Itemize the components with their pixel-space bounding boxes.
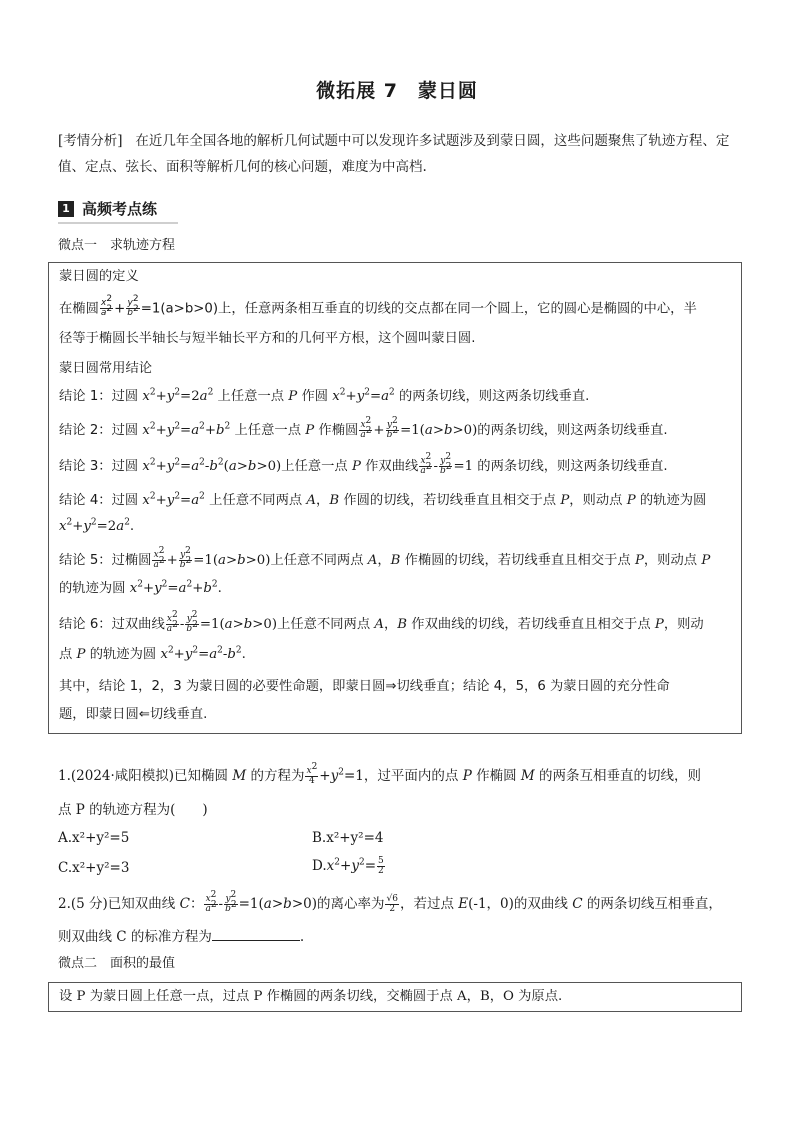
- page-title: 微拓展 7 蒙日圆: [316, 80, 478, 102]
- point2-title: 微点二 面积的最值: [58, 956, 176, 971]
- summary-line-1: 其中，结论 1，2，3 为蒙日圆的必要性命题，即蒙日圆⇒切线垂直；结论 4，5，6 为蒙日圆的充分性命: [59, 679, 670, 694]
- ellipse-fraction-y: $\frac{y^2}{b^2}$: [127, 294, 139, 318]
- common-conclusions-title: 蒙日圆常用结论: [59, 361, 153, 376]
- area-box-text: 设 P 为蒙日圆上任意一点，过点 P 作椭圆的两条切线，交椭圆于点 A，B，O 为原点.: [59, 989, 563, 1004]
- question-1-line-1: 1.(2024·咸阳模拟)已知椭圆 M 的方程为 $\frac{x^2}{4}$ $+y^2=1$，过平面内的点 P 作椭圆 M 的两条互相垂直的切线，则: [58, 762, 701, 786]
- definition-line-2: 径等于椭圆长半轴长与短半轴长平方和的几何平方根，这个圆叫蒙日圆.: [59, 331, 476, 346]
- conclusion-4-line-2: $x^2+y^2=2a^2$.: [59, 517, 135, 534]
- section-underline: [58, 222, 178, 224]
- conclusion-4-line-1: 结论 4：过圆 $x^2+y^2=a^2$ 上任意不同两点 A，B 作圆的切线，若切线垂直且相交于点 P，则动点 P 的轨迹为圆: [59, 491, 707, 508]
- definition-box: [48, 262, 742, 734]
- definition-title: 蒙日圆的定义: [59, 269, 139, 284]
- conclusion-5-line-1: 结论 5：过椭圆 $\frac{x^2}{a^2}$ + $\frac{y^2}{b^2}$ =1(a>b>0)上任意不同两点 A，B 作椭圆的切线，若切线垂直且相交于点 P，则动点 P: [59, 546, 711, 570]
- question-1-line-2: 点 P 的轨迹方程为( ): [58, 802, 208, 818]
- summary-line-2: 题，即蒙日圆⇐切线垂直.: [59, 707, 208, 722]
- conclusion-1: 结论 1：过圆 $x^2+y^2=2a^2$ 上任意一点 P 作圆 $x^2+y^2=a^2$ 的两条切线，则这两条切线垂直.: [59, 387, 590, 404]
- point1-title: 微点一 求轨迹方程: [58, 238, 176, 253]
- section-header: [58, 198, 748, 224]
- choice-b[interactable]: B.x²+y²=4: [312, 830, 384, 846]
- conclusion-3: 结论 3：过圆 $x^2+y^2=a^2-b^2(a>b>0)$上任意一点 P 作双曲线 $\frac{x^2}{a^2}$ - $\frac{y^2}{b^2}$ =1 的两条切线，则这两条切线垂直.: [59, 452, 668, 476]
- section-number-icon: 1: [58, 201, 74, 217]
- conclusion-6-line-1: 结论 6：过双曲线 $\frac{x^2}{a^2}$ - $\frac{y^2}{b^2}$ =1(a>b>0)上任意不同两点 A，B 作双曲线的切线，若切线垂直且相交于点 P，则动: [59, 610, 704, 634]
- answer-blank[interactable]: [212, 926, 300, 941]
- intro-text: 在近几年全国各地的解析几何试题中可以发现许多试题涉及到蒙日圆，这些问题聚焦了轨迹方程、定值、定点、弦长、面积等解析几何的核心问题，难度为中高档.: [58, 133, 730, 175]
- intro-paragraph: [58, 128, 748, 180]
- intro-tag: [考情分析]: [58, 133, 123, 149]
- area-box: [48, 982, 742, 1012]
- ellipse-fraction-x: $\frac{x^2}{a^2}$: [100, 294, 113, 318]
- conclusion-2: 结论 2：过圆 $x^2+y^2=a^2+b^2$ 上任意一点 P 作椭圆 $\frac{x^2}{a^2}$ + $\frac{y^2}{b^2}$ =1(a>b>0)的两条切线，则这两条切线垂直.: [59, 416, 668, 440]
- choice-c[interactable]: C.x²+y²=3: [58, 860, 130, 876]
- question-2-line-1: 2.(5 分)已知双曲线 C： $\frac{x^2}{a^2}$ - $\frac{y^2}{b^2}$ =1(a>b>0)的离心率为 $\frac{√6}{2}$ ，若过点 E(-1，0)的双曲线 C 的两条切线互相垂直，: [58, 890, 722, 914]
- choice-a[interactable]: A.x²+y²=5: [58, 830, 130, 846]
- section-title: 高频考点练: [82, 200, 158, 218]
- question-2-line-2: 则双曲线 C 的标准方程为 .: [58, 926, 748, 947]
- conclusion-6-line-2: 点 P 的轨迹为圆 $x^2+y^2=a^2-b^2$.: [59, 645, 246, 662]
- conclusion-5-line-2: 的轨迹为圆 $x^2+y^2=a^2+b^2$.: [59, 579, 222, 596]
- definition-line-1: 在椭圆 $\frac{x^2}{a^2}$ + $\frac{y^2}{b^2}$ =1(a>b>0)上，任意两条相互垂直的切线的交点都在同一个圆上，它的圆心是椭圆的中心，半: [59, 294, 697, 318]
- choice-d[interactable]: $D.x^2+y^2=$ $\frac{5}{2}$: [312, 856, 384, 876]
